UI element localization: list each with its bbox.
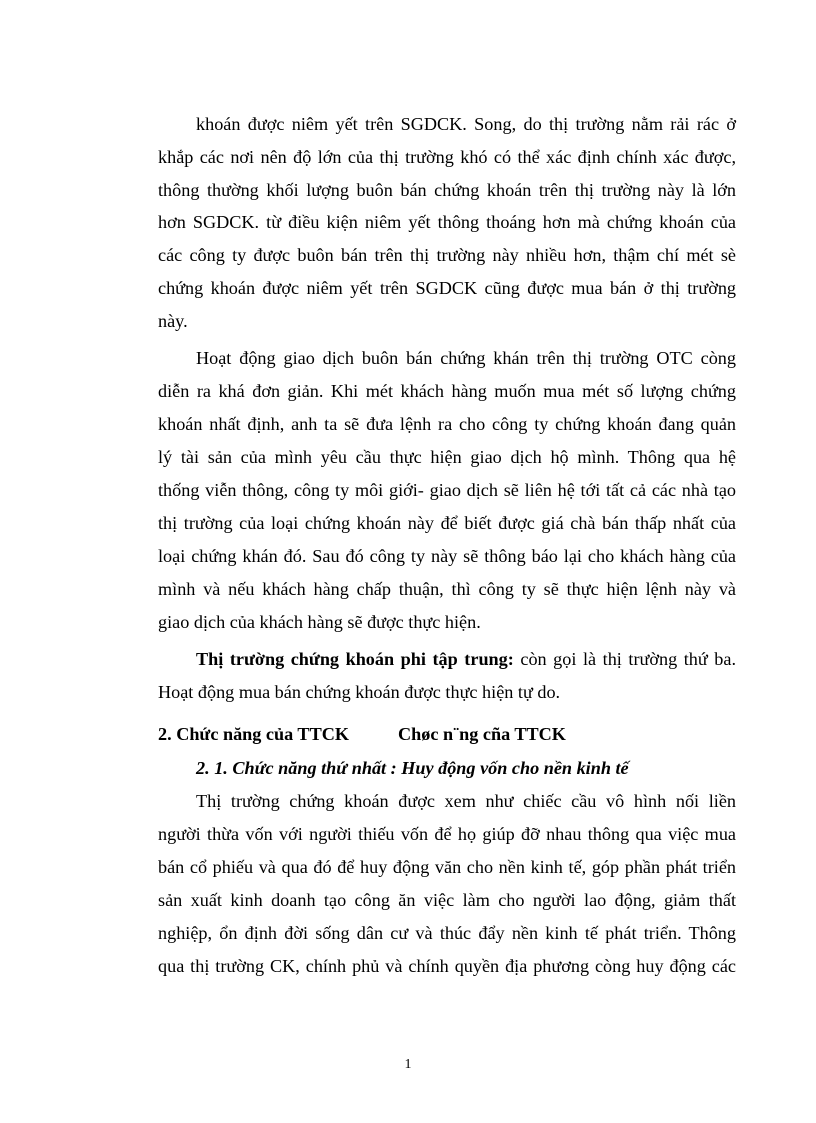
text-line: giao dịch của khách hàng sẽ được thực hiện. <box>158 612 481 632</box>
page-number: 1 <box>404 1057 412 1072</box>
text-line: qua thị trường CK, chính phủ và chính quyền địa phương còng huy động các <box>158 956 736 976</box>
text-line: thông thường khối lượng buôn bán chứng khoán trên thị trường này là lớn <box>158 179 736 200</box>
subsection-heading: 2. 1. Chức năng thứ nhất : Huy động vốn cho nền kinh tế <box>196 758 629 778</box>
text-line: thống viễn thông, công ty môi giới- giao dịch sẽ liên hệ tới tất cả các nhà tạo <box>158 480 736 500</box>
text-line: này. <box>158 310 188 331</box>
text-line: sản xuất kinh doanh tạo công ăn việc làm cho người lao động, giảm thất <box>158 890 736 910</box>
text-line: mình và nếu khách hàng chấp thuận, thì công ty sẽ thực hiện lệnh này và <box>158 579 736 599</box>
text-line: nghiệp, ổn định đời sống dân cư và thúc đẩy nền kinh tế phát triển. Thông <box>158 923 736 943</box>
text-line: khoán nhất định, anh ta sẽ đưa lệnh ra cho công ty chứng khoán đang quản <box>158 414 736 434</box>
section-heading-duplicate-text: Chøc n¨ng cña TTCK <box>398 724 566 744</box>
text-line: Hoạt động mua bán chứng khoán được thực hiện tự do. <box>158 682 561 702</box>
text-line: diễn ra khá đơn giản. Khi mét khách hàng muốn mua mét số lượng chứng <box>158 381 736 401</box>
text-run: còn gọi là thị trường thứ ba. <box>513 649 736 669</box>
section-heading-text: 2. Chức năng của TTCK <box>158 724 349 744</box>
text-line: khoán được niêm yết trên SGDCK. Song, do thị trường nằm rải rác ở <box>196 114 736 134</box>
text-line: chứng khoán được niêm yết trên SGDCK cũng được mua bán ở thị trường <box>158 278 736 298</box>
text-line: lý tài sản của mình yêu cầu thực hiện giao dịch hộ mình. Thông qua hệ <box>158 447 736 467</box>
text-line: Thị trường chứng khoán được xem như chiếc cầu vô hình nối liền <box>196 791 736 811</box>
text-line <box>196 647 736 671</box>
text-line: người thừa vốn với người thiếu vốn để họ giúp đỡ nhau thông qua việc mua <box>158 824 736 844</box>
text-line: thị trường của loại chứng khoán này để biết được giá chà bán thấp nhất của <box>158 513 736 533</box>
text-line: loại chứng khán đó. Sau đó công ty này sẽ thông báo lại cho khách hàng của <box>158 546 736 566</box>
text-line: các công ty được buôn bán trên thị trường này nhiều hơn, thậm chí mét sè <box>158 245 736 266</box>
text-line: khắp các nơi nên độ lớn của thị trường khó có thể xác định chính xác được, <box>158 146 736 167</box>
bold-term: Thị trường chứng khoán phi tập trung: <box>196 649 514 669</box>
text-line: hơn SGDCK. từ điều kiện niêm yết thông thoáng hơn mà chứng khoán của <box>158 212 736 233</box>
text-line: bán cổ phiếu và qua đó để huy động văn cho nền kinh tế, góp phần phát triển <box>158 857 736 877</box>
text-line: Hoạt động giao dịch buôn bán chứng khán trên thị trường OTC còng <box>196 348 736 368</box>
